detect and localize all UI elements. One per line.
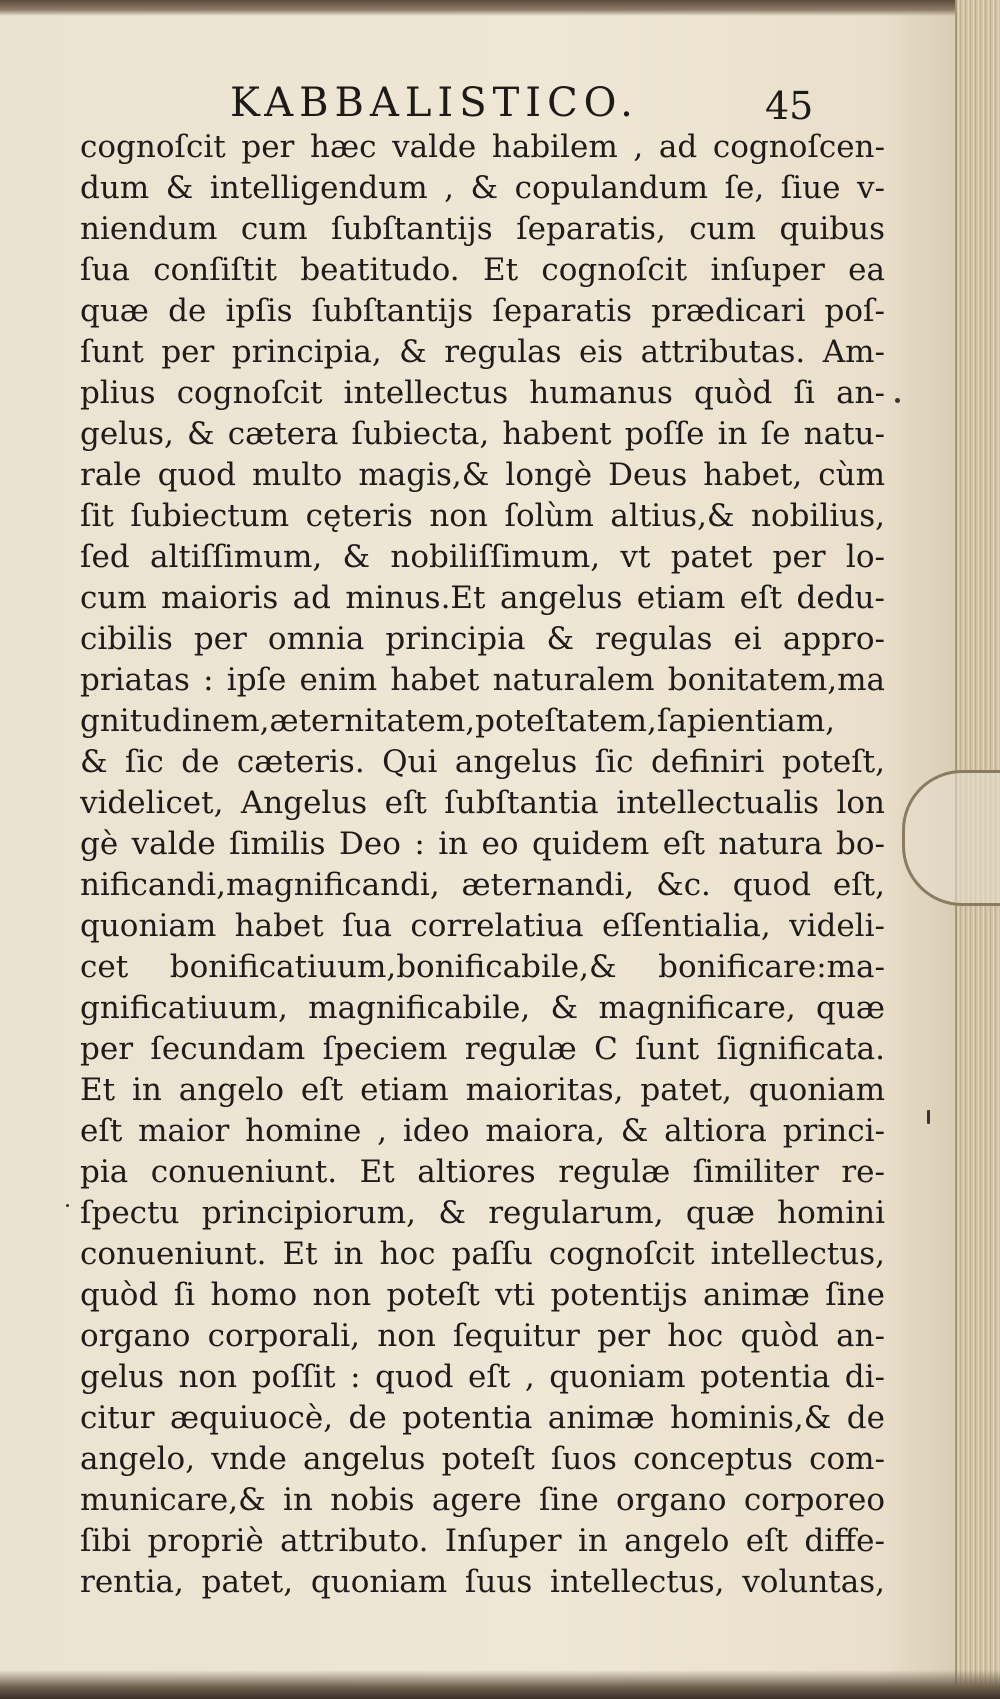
- text-line: municare,& in nobis agere ſine organo corporeo: [80, 1482, 885, 1518]
- text-line: gnificatiuum, magnificabile, & magnificare, quæ: [80, 990, 885, 1026]
- text-line: niendum cum ſubſtantijs ſeparatis, cum quibus: [80, 211, 885, 247]
- text-line: citur æquiuocè, de potentia animæ hominis,& de: [80, 1400, 885, 1436]
- text-line: gelus, & cætera ſubiecta, habent poſſe in ſe natu-: [80, 416, 885, 452]
- text-line: conueniunt. Et in hoc paſſu cognoſcit intellectus,: [80, 1236, 885, 1272]
- text-line: nificandi,magnificandi, æternandi, &c. quod eſt,: [80, 867, 885, 903]
- text-line: eſt maior homine , ideo maiora, & altiora princi-: [80, 1113, 885, 1149]
- text-line: cognoſcit per hæc valde habilem , ad cognoſcen-: [80, 129, 885, 165]
- page-top-edge: [0, 0, 1000, 16]
- text-line: ſpectu principiorum, & regularum, quæ homini: [80, 1195, 885, 1231]
- text-line: angelo, vnde angelus poteſt ſuos conceptus com-: [80, 1441, 885, 1477]
- text-line: & ſic de cæteris. Qui angelus ſic definiri poteſt,: [80, 744, 885, 780]
- text-line: rentia, patet, quoniam ſuus intellectus, voluntas,: [80, 1564, 885, 1600]
- paper-speck: [66, 1204, 69, 1207]
- text-line: quòd ſi homo non poteſt vti potentijs animæ ſine: [80, 1277, 885, 1313]
- paper-speck: [927, 1110, 930, 1124]
- text-line: cum maioris ad minus.Et angelus etiam eſt dedu-: [80, 580, 885, 616]
- text-line: rale quod multo magis,& longè Deus habet, cùm: [80, 457, 885, 493]
- text-line: organo corporali, non ſequitur per hoc quòd an-: [80, 1318, 885, 1354]
- text-line: ſit ſubiectum cęteris non ſolùm altius,& nobilius,: [80, 498, 885, 534]
- body-text: [80, 127, 885, 1603]
- text-line: videlicet, Angelus eſt ſubſtantia intellectualis lon: [80, 785, 885, 821]
- text-line: Et in angelo eſt etiam maioritas, patet, quoniam: [80, 1072, 885, 1108]
- text-line: pia conueniunt. Et altiores regulæ ſimiliter re-: [80, 1154, 885, 1190]
- text-line: cet bonificatiuum,bonificabile,& bonificare:ma-: [80, 949, 885, 985]
- page-number: 45: [765, 84, 814, 128]
- running-head: KABBALISTICO.: [230, 80, 639, 126]
- text-line: ſibi propriè attributo. Inſuper in angelo eſt diffe-: [80, 1523, 885, 1559]
- text-line: gelus non poſſit : quod eſt , quoniam potentia di-: [80, 1359, 885, 1395]
- text-line: ſunt per principia, & regulas eis attributas. Am-: [80, 334, 885, 370]
- text-line: quæ de ipſis ſubſtantijs ſeparatis prædicari poſ-: [80, 293, 885, 329]
- text-line: quoniam habet ſua correlatiua eſſentialia, videli-: [80, 908, 885, 944]
- text-line: dum & intelligendum , & copulandum ſe, ſiue v-: [80, 170, 885, 206]
- text-line: priatas : ipſe enim habet naturalem bonitatem,ma: [80, 662, 885, 698]
- paper-speck: [895, 398, 900, 403]
- text-line: ſed altiſſimum, & nobiliſſimum, vt patet per lo-: [80, 539, 885, 575]
- text-line: gnitudinem,æternitatem,poteſtatem,ſapientiam,: [80, 703, 836, 739]
- text-line: ſua conſiſtit beatitudo. Et cognoſcit inſuper ea: [80, 252, 885, 288]
- page-tab-marker: [902, 770, 1000, 906]
- text-line: per ſecundam ſpeciem regulæ C ſunt ſignificata.: [80, 1031, 885, 1067]
- text-line: cibilis per omnia principia & regulas ei appro-: [80, 621, 885, 657]
- text-line: plius cognoſcit intellectus humanus quòd ſi an-: [80, 375, 885, 411]
- text-line: gè valde ſimilis Deo : in eo quidem eſt natura bo-: [80, 826, 885, 862]
- page-bottom-edge: [0, 1670, 1000, 1699]
